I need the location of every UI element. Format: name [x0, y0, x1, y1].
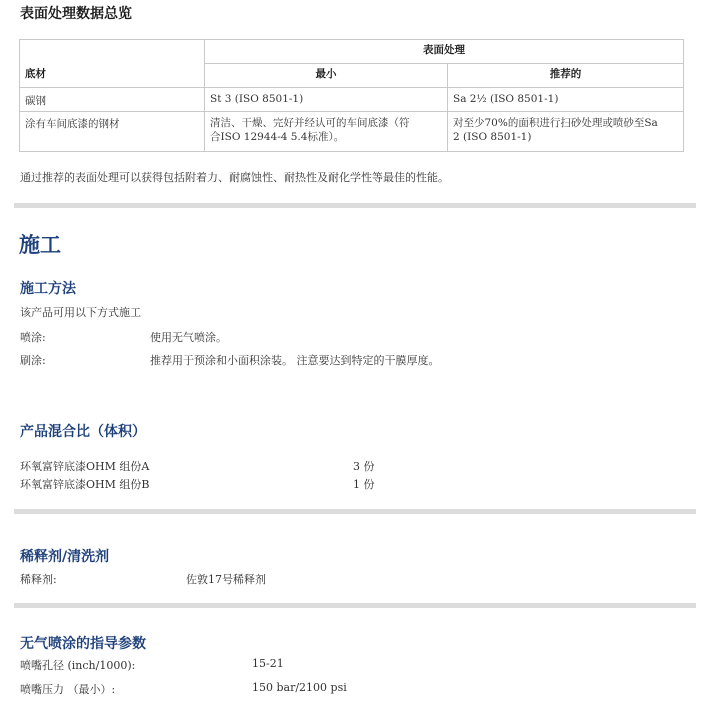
surface-prep-note: 通过推荐的表面处理可以获得包括附着力、耐腐蚀性、耐热性及耐化学性等最佳的性能。: [20, 171, 449, 184]
thinner-title: 稀释剂/清洗剂: [20, 549, 110, 565]
row-recommended: [448, 112, 684, 152]
section-divider: [14, 203, 696, 208]
row-min: [205, 112, 448, 152]
row-substrate: 涂有车间底漆的钢材: [20, 112, 205, 152]
table-row: [20, 88, 684, 112]
application-title: 施工: [19, 232, 61, 257]
airless-title: 无气喷涂的指导参数: [20, 636, 146, 652]
method-intro: 该产品可用以下方式施工: [20, 306, 141, 319]
pressure-label: 喷嘴压力 （最小）:: [20, 683, 116, 696]
surface-prep-title: 表面处理数据总览: [20, 6, 132, 22]
mixing-b-value: 1 份: [353, 478, 375, 491]
method-spray-value: 使用无气喷涂。: [150, 331, 227, 344]
pressure-value: 150 bar/2100 psi: [252, 681, 347, 694]
method-title: 施工方法: [20, 281, 76, 297]
table-row: [20, 112, 684, 152]
col-recommended-header: 推荐的: [448, 64, 684, 88]
row-min: St 3 (ISO 8501-1): [205, 88, 448, 112]
row-min-line1: 清洁、干燥、完好并经认可的车间底漆（符: [210, 117, 410, 129]
surface-prep-table: [19, 39, 684, 152]
row-recommended-line1: 对至少70%的面积进行扫砂处理或喷砂至Sa: [453, 117, 658, 129]
table-corner-cell: [20, 40, 205, 64]
tip-size-value: 15-21: [252, 657, 284, 670]
col-min-header: 最小: [205, 64, 448, 88]
thinner-label: 稀释剂:: [20, 573, 57, 586]
method-brush-value: 推荐用于预涂和小面积涂装。 注意要达到特定的干膜厚度。: [150, 354, 440, 367]
method-brush-label: 刷涂:: [20, 354, 46, 367]
row-min-line2: 合ISO 12944-4 5.4标准）。: [210, 131, 345, 143]
row-recommended: Sa 2½ (ISO 8501-1): [448, 88, 684, 112]
col-substrate-header: 底材: [20, 64, 205, 88]
thinner-value: 佐敦17号稀释剂: [186, 573, 266, 586]
mixing-title: 产品混合比（体积）: [20, 424, 146, 440]
tip-size-label: 喷嘴孔径 (inch/1000):: [20, 659, 136, 672]
header-group-cell: 表面处理: [205, 40, 684, 64]
mixing-a-label: 环氧富锌底漆OHM 组份A: [20, 460, 150, 473]
row-substrate: 碳钢: [20, 88, 205, 112]
mixing-a-value: 3 份: [353, 460, 375, 473]
method-spray-label: 喷涂:: [20, 331, 46, 344]
section-divider: [14, 603, 696, 608]
mixing-b-label: 环氧富锌底漆OHM 组份B: [20, 478, 150, 491]
row-recommended-line2: 2 (ISO 8501-1): [453, 131, 532, 143]
section-divider: [14, 509, 696, 514]
